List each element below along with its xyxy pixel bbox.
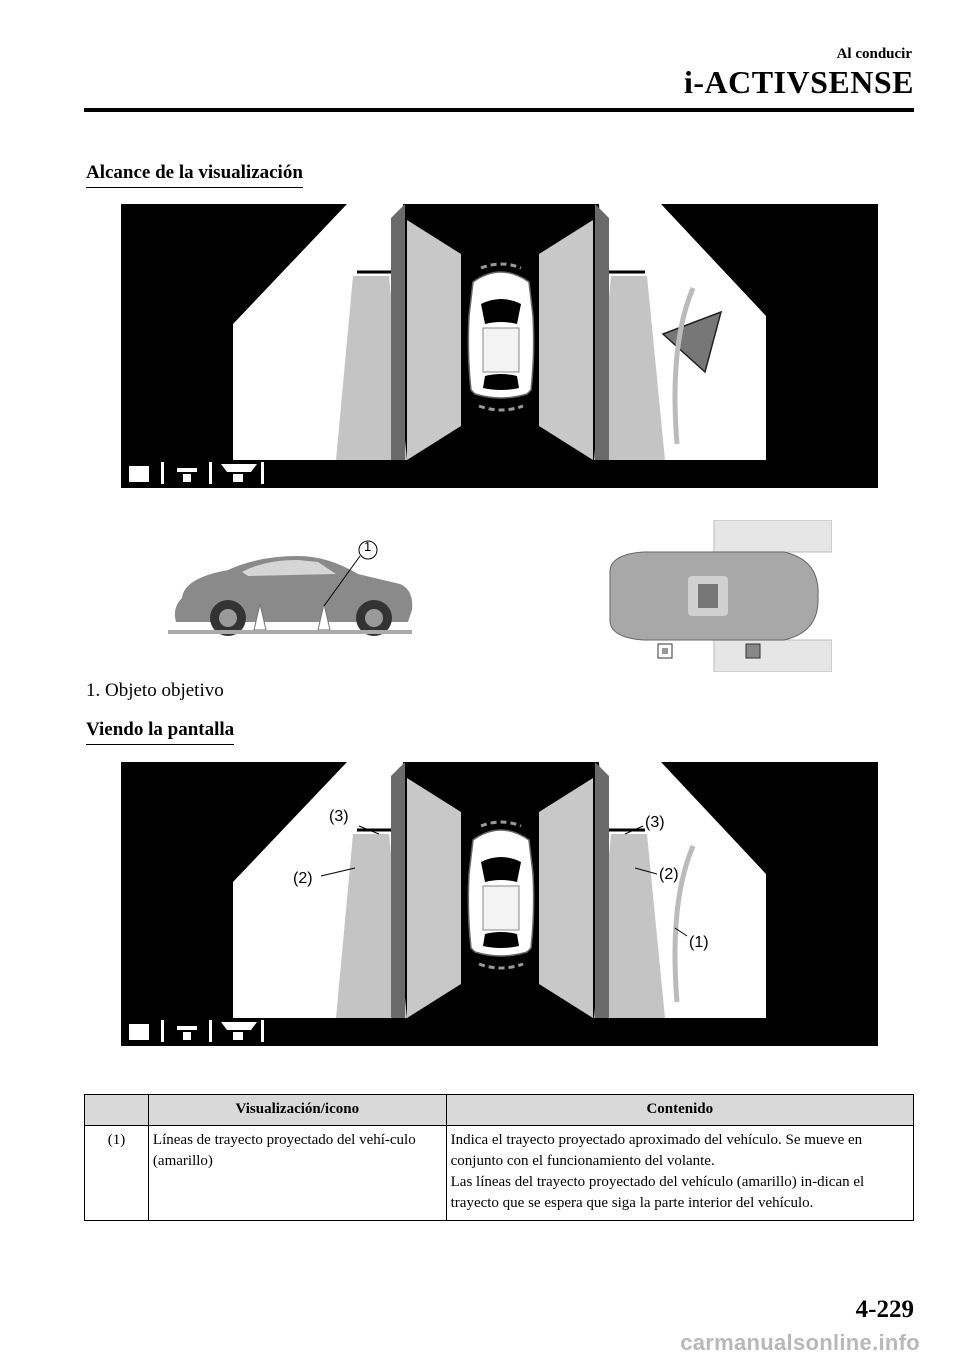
top-view-car-illustration bbox=[604, 520, 832, 672]
figure-caption: 1. Objeto objetivo bbox=[86, 680, 224, 701]
table-header-content: Contenido bbox=[446, 1095, 913, 1126]
section-title-display-range: Alcance de la visualización bbox=[86, 162, 303, 188]
table-row bbox=[85, 1126, 914, 1221]
label-left-3: (3) bbox=[329, 808, 349, 825]
content-paragraph-1: Indica el trayecto proyectado aproximado del vehículo. Se mueve en conjunto con el funcionamiento del volante. bbox=[450, 1132, 863, 1169]
side-view-car-illustration bbox=[168, 538, 416, 646]
display-icon-table bbox=[84, 1094, 914, 1221]
table-header-row bbox=[85, 1095, 914, 1126]
camera-display-figure-range bbox=[121, 204, 878, 488]
label-right-3: (3) bbox=[645, 814, 665, 831]
camera-display-figure-screen bbox=[121, 762, 878, 1046]
table-cell-icon: Líneas de trayecto proyectado del vehí-culo (amarillo) bbox=[148, 1126, 446, 1221]
running-header-chapter: i-ACTIVSENSE bbox=[683, 64, 914, 100]
content-paragraph-2: Las líneas del trayecto proyectado del vehículo (amarillo) in-dican el trayecto que se espera que siga la parte interior del vehículo. bbox=[450, 1174, 865, 1211]
table-cell-number: (1) bbox=[85, 1126, 149, 1221]
table-cell-content bbox=[446, 1126, 913, 1221]
callout-number: 1 bbox=[364, 539, 372, 554]
page-number: 4-229 bbox=[855, 1296, 914, 1323]
watermark-text: carmanualsonline.info bbox=[680, 1330, 920, 1355]
label-left-2: (2) bbox=[293, 870, 313, 887]
table-header-icon: Visualización/icono bbox=[148, 1095, 446, 1126]
running-header-section: Al conducir bbox=[836, 46, 912, 62]
section-title-viewing-screen: Viendo la pantalla bbox=[86, 719, 234, 745]
table-header-number bbox=[85, 1095, 149, 1126]
label-right-1: (1) bbox=[689, 934, 709, 951]
header-rule bbox=[84, 108, 914, 112]
label-right-2: (2) bbox=[659, 866, 679, 883]
